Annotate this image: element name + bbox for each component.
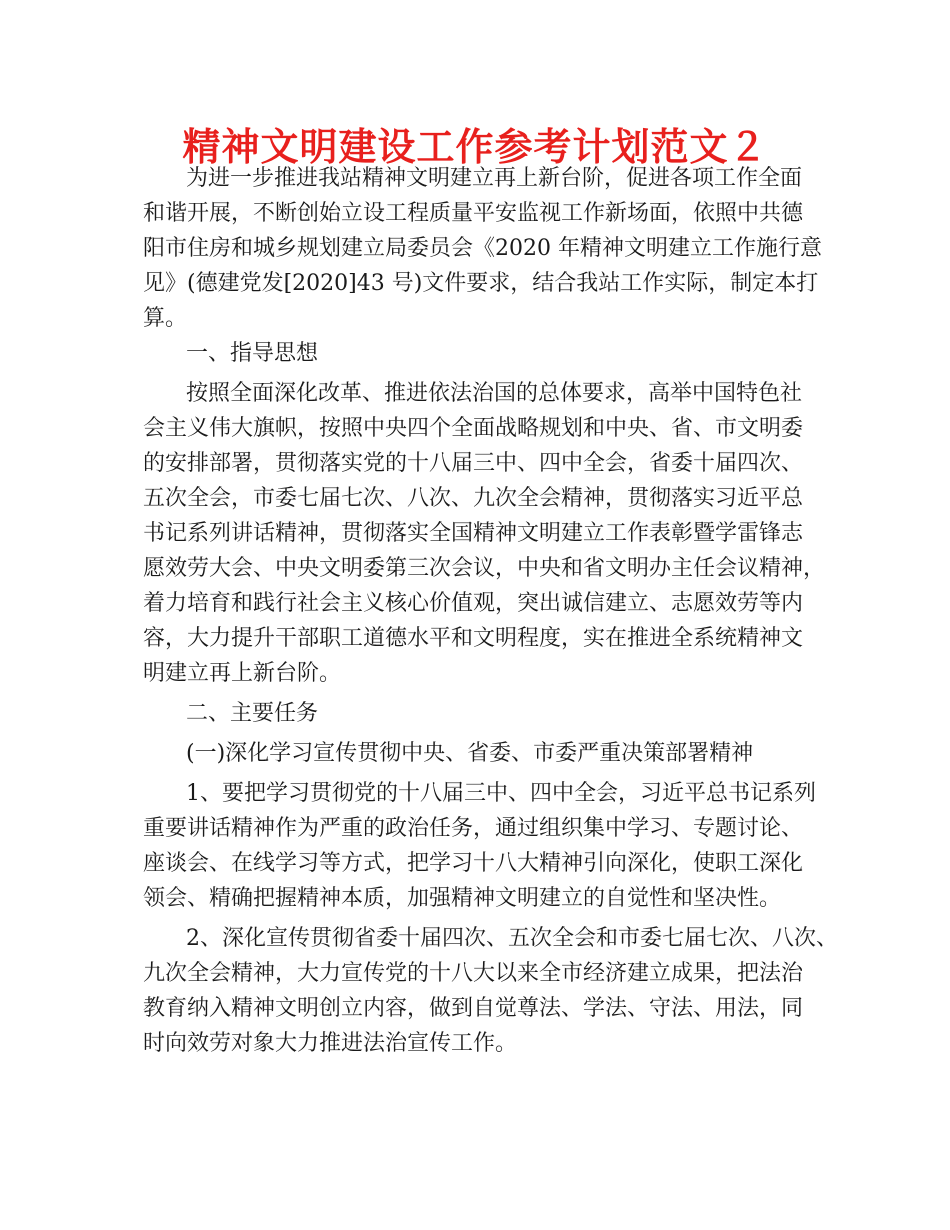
item-1-line-4: 领会、精确把握精神本质，加强精神文明建立的自觉性和坚决性。	[143, 886, 782, 911]
para-1-line-3: 阳市住房和城乡规划建立局委员会《2020 年精神文明建立工作施行意	[143, 236, 822, 261]
para-2-line-2: 会主义伟大旗帜，按照中央四个全面战略规划和中央、省、市文明委	[143, 416, 804, 441]
para-1-line-5: 算。	[143, 306, 188, 331]
para-2-line-3: 的安排部署，贯彻落实党的十八届三中、四中全会，省委十届四次、	[143, 451, 804, 476]
section-heading-1: 一、指导思想	[186, 341, 319, 366]
para-2-line-8: 容，大力提升干部职工道德水平和文明程度，实在推进全系统精神文	[143, 626, 804, 651]
subsection-heading-1: (一)深化学习宣传贯彻中央、省委、市委严重决策部署精神	[186, 741, 754, 766]
item-2-line-3: 教育纳入精神文明创立内容，做到自觉尊法、学法、守法、用法，同	[143, 996, 804, 1021]
item-1-line-2: 重要讲话精神作为严重的政治任务，通过组织集中学习、专题讨论、	[143, 816, 804, 841]
para-2-line-5: 书记系列讲话精神，贯彻落实全国精神文明建立工作表彰暨学雷锋志	[143, 521, 804, 546]
item-1-line-3: 座谈会、在线学习等方式，把学习十八大精神引向深化，使职工深化	[143, 851, 804, 876]
section-heading-2: 二、主要任务	[186, 701, 319, 726]
para-2-line-7: 着力培育和践行社会主义核心价值观，突出诚信建立、志愿效劳等内	[143, 591, 804, 616]
para-2-line-4: 五次全会，市委七届七次、八次、九次全会精神，贯彻落实习近平总	[143, 486, 804, 511]
para-1-line-4: 见》(德建党发[2020]43 号)文件要求，结合我站工作实际，制定本打	[143, 271, 819, 296]
para-1-line-1: 为进一步推进我站精神文明建立再上新台阶，促进各项工作全面	[186, 166, 803, 191]
para-1-line-2: 和谐开展，不断创始立设工程质量平安监视工作新场面，依照中共德	[143, 201, 804, 226]
para-2-line-1: 按照全面深化改革、推进依法治国的总体要求，高举中国特色社	[186, 381, 803, 406]
item-2-line-2: 九次全会精神，大力宣传党的十八大以来全市经济建立成果，把法治	[143, 961, 804, 986]
item-2-line-4: 时向效劳对象大力推进法治宣传工作。	[143, 1031, 518, 1056]
para-2-line-6: 愿效劳大会、中央文明委第三次会议，中央和省文明办主任会议精神，	[143, 556, 826, 581]
item-2-line-1: 2、深化宣传贯彻省委十届四次、五次全会和市委七届七次、八次、	[186, 926, 838, 951]
para-2-line-9: 明建立再上新台阶。	[143, 661, 342, 686]
document-title: 精神文明建设工作参考计划范文２	[182, 125, 768, 169]
item-1-line-1: 1、要把学习贯彻党的十八届三中、四中全会，习近平总书记系列	[186, 781, 816, 806]
